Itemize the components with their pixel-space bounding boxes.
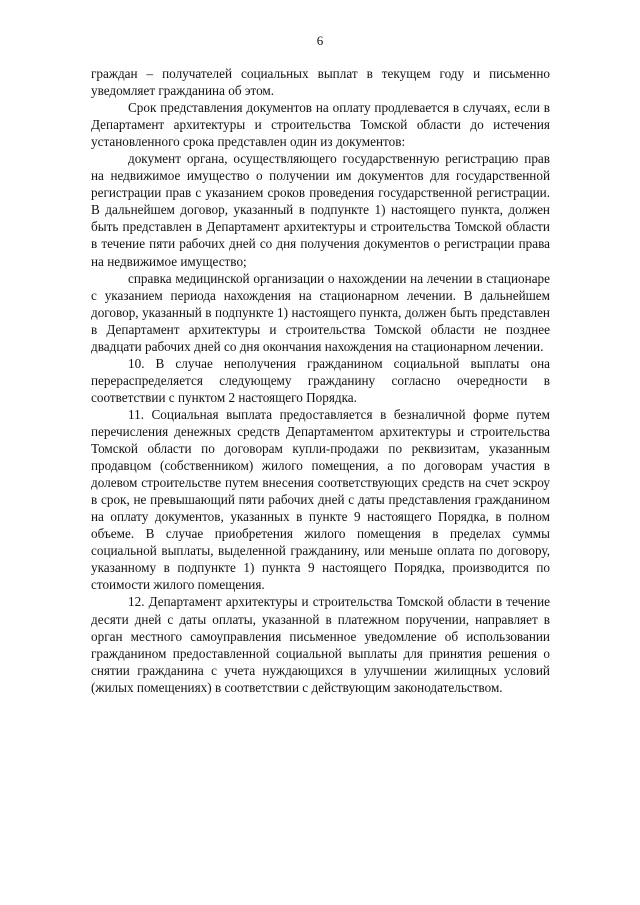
paragraph-item-10: 10. В случае неполучения гражданином социальной выплаты она перераспределяется следующему гражданину согласно очередности в соответствии с пунктом 2 настоящего Порядка. <box>91 355 550 405</box>
paragraph-continuation: граждан – получателей социальных выплат в текущем году и письменно уведомляет гражданина об этом. <box>91 66 550 99</box>
paragraph-medical-certificate: справка медицинской организации о нахождении на лечении в стационаре с указанием периода нахождения на стационарном лечении. В дальнейшем договор, указанный в подпункте 1) настоящего пункта, должен быть представлен в Департамент архитектуры и строительства Томской области не позднее двадцати рабочих дней со дня окончания нахождения на стационарном лечении. <box>91 270 550 354</box>
paragraph-extension-conditions: Срок представления документов на оплату продлевается в случаях, если в Департамент архитектуры и строительства Томской области до истечения установленного срока представлен один из документов: <box>91 100 550 150</box>
paragraph-item-12: 12. Департамент архитектуры и строительства Томской области в течение десяти дней с даты оплаты, указанной в платежном поручении, направляет в орган местного самоуправления письменное уведомление об использовании гражданином предоставленной социальной выплаты для принятия решения о снятии гражданина с учета нуждающихся в улучшении жилищных условий (жилых помещениях) в соответствии с действующим законодательством. <box>91 594 550 695</box>
paragraph-registration-document: документ органа, осуществляющего государственную регистрацию прав на недвижимое имущество о получении им документов для государственной регистрации прав с указанием сроков проведения государственной регистрации. В дальнейшем договор, указанный в подпункте 1) настоящего пункта, должен быть представлен в Департамент архитектуры и строительства Томской области в течение пяти рабочих дней со дня получения документов о регистрации права на недвижимое имущество; <box>91 151 550 269</box>
page-number: 6 <box>316 33 324 48</box>
document-body <box>91 65 550 696</box>
paragraph-item-11: 11. Социальная выплата предоставляется в безналичной форме путем перечисления денежных средств Департаментом архитектуры и строительства Томской области по договорам купли-продажи по реквизитам, указанным продавцом (собственником) жилого помещения, а по договорам участия в долевом строительстве путем внесения соответствующих средств на счет эскроу в срок, не превышающий пяти рабочих дней с даты представления гражданином на оплату документов, указанных в пункте 9 настоящего Порядка, в полном объеме. В случае приобретения жилого помещения в пределах суммы социальной выплаты, выделенной гражданину, или меньше оплата по договору, указанному в подпункте 1) пункта 9 настоящего Порядка, производится по стоимости жилого помещения. <box>91 406 550 593</box>
